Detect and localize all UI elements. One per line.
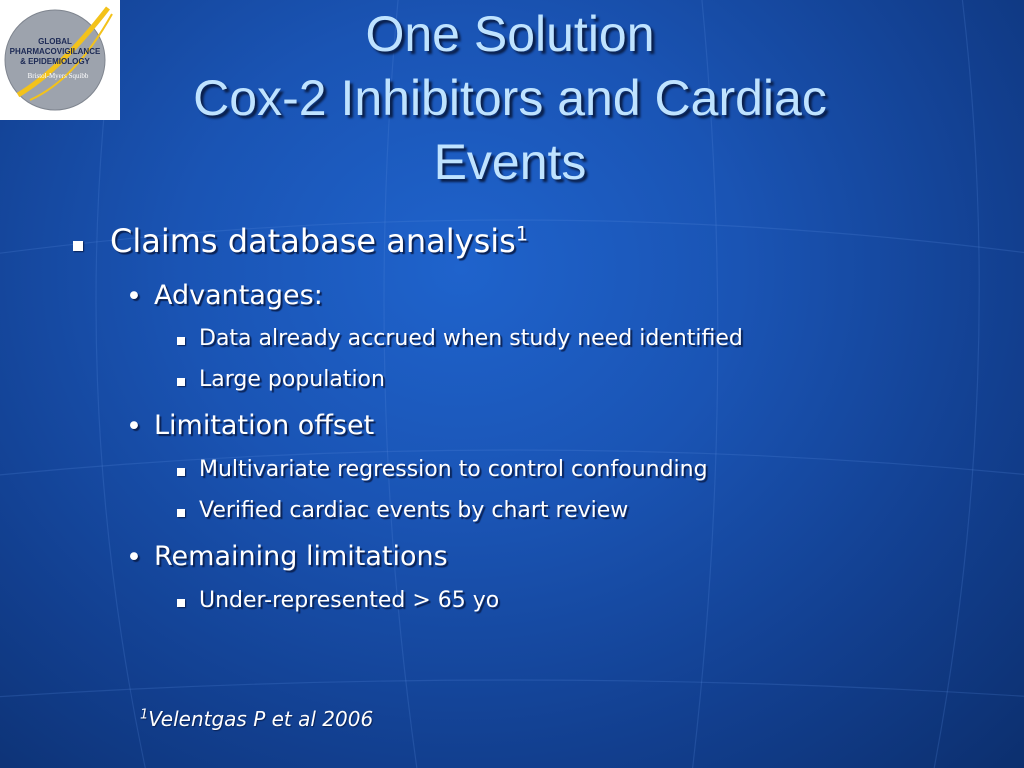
sub-bullet-square-icon [177, 509, 185, 517]
bullet-dot-icon: • [126, 411, 142, 442]
claims-superscript: 1 [515, 222, 529, 246]
bullet-limitation-offset: Limitation offset [154, 410, 375, 441]
logo-line-2: PHARMACOVIGILANCE [9, 47, 101, 56]
logo-globe-icon [0, 0, 120, 120]
title-line-3: Events [433, 134, 587, 190]
title-line-2: Cox-2 Inhibitors and Cardiac [193, 70, 827, 126]
bullet-dot-icon: • [126, 542, 142, 573]
limitation-offset-item-2: Verified cardiac events by chart review [199, 498, 629, 523]
bullet-advantages: Advantages: [154, 280, 323, 311]
footnote-superscript: 1 [140, 707, 149, 723]
logo-line-3: & EPIDEMIOLOGY [20, 57, 90, 66]
title-line-1: One Solution [365, 6, 655, 62]
bullet-square-icon [73, 241, 83, 251]
logo-company: Bristol-Myers Squibb [27, 72, 89, 80]
advantage-item-2: Large population [199, 367, 385, 392]
bullet-claims-database [110, 222, 528, 260]
company-logo [0, 0, 120, 120]
sub-bullet-square-icon [177, 378, 185, 386]
slide-title [130, 2, 890, 194]
limitation-offset-item-1: Multivariate regression to control confounding [199, 457, 708, 482]
sub-bullet-square-icon [177, 337, 185, 345]
footnote [140, 707, 373, 731]
remaining-item-1: Under-represented > 65 yo [199, 588, 500, 613]
sub-bullet-square-icon [177, 599, 185, 607]
footnote-text: Velentgas P et al 2006 [148, 707, 374, 731]
logo-line-1: GLOBAL [38, 37, 72, 46]
advantage-item-1: Data already accrued when study need identified [199, 326, 743, 351]
claims-text: Claims database analysis [110, 222, 516, 260]
bullet-dot-icon: • [126, 281, 142, 312]
bullet-remaining-limitations: Remaining limitations [154, 541, 448, 572]
sub-bullet-square-icon [177, 468, 185, 476]
